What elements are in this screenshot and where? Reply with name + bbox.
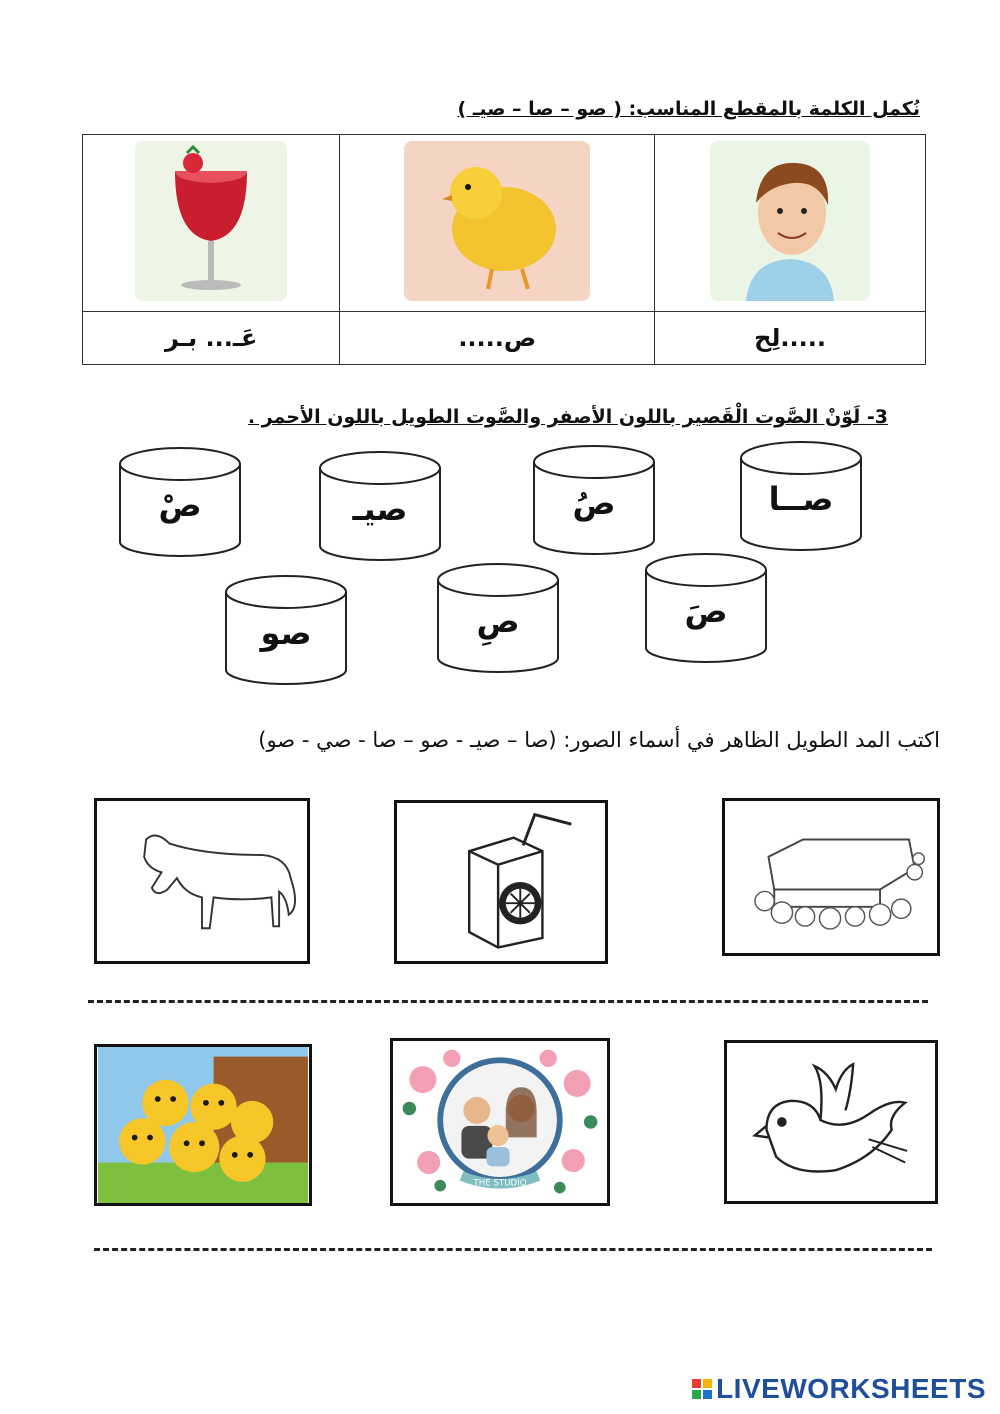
syllable-drum[interactable] [224, 574, 348, 686]
portrait-caption: THE STUDIO [473, 1178, 527, 1189]
soap-icon [725, 801, 937, 953]
picture-juice-box [394, 800, 608, 964]
logo-text: LIVEWORKSHEETS [716, 1373, 986, 1404]
juice-glass-icon [135, 141, 287, 301]
juice-box-icon [397, 803, 605, 961]
syllable-drum[interactable] [118, 446, 242, 558]
word-blank-3[interactable]: .....لِح [655, 312, 926, 365]
syllable-text: صْ [158, 486, 202, 524]
syllable-text: صَ [684, 592, 728, 630]
boy-face-icon [710, 141, 870, 301]
family-portrait-icon [393, 1041, 607, 1203]
picture-bird [724, 1040, 938, 1204]
bird-icon [727, 1043, 935, 1201]
syllable-text: صو [260, 614, 312, 652]
word-blank-1[interactable]: عَـ... بـر [83, 312, 340, 365]
picture-cell-boy [655, 135, 926, 312]
picture-soap [722, 798, 940, 956]
chicks-icon [97, 1047, 309, 1203]
syllable-text: صيـ [352, 490, 408, 528]
section1-heading: نُكمل الكلمة بالمقطع المناسب: ( صو – صا – صيـ ) [457, 98, 920, 120]
picture-chicks [94, 1044, 312, 1206]
syllable-text: صِ [476, 602, 520, 640]
picture-horse [94, 798, 310, 964]
syllable-text: صــا [768, 480, 834, 518]
chick-icon [404, 141, 590, 301]
syllable-drum[interactable] [642, 552, 770, 664]
picture-cell-juice [83, 135, 340, 312]
syllable-drum[interactable] [736, 440, 866, 552]
syllable-drum[interactable] [318, 450, 442, 562]
liveworksheets-logo [692, 1372, 986, 1406]
word-blank-2[interactable]: ص..... [340, 312, 655, 365]
word-completion-table [82, 134, 926, 365]
horse-icon [97, 801, 307, 961]
logo-mark-icon [692, 1379, 712, 1399]
section2-heading: 3- لَوّنْ الصَّوت الْقَصير باللون الأصفر والصَّوت الطويل باللون الأحمر . [247, 406, 888, 428]
syllable-drum[interactable] [436, 562, 560, 674]
picture-cell-chick [340, 135, 655, 312]
syllable-text: صُ [572, 484, 616, 522]
syllable-drum[interactable] [532, 444, 656, 556]
answer-line-1[interactable] [88, 1000, 928, 1003]
section3-heading: اكتب المد الطويل الظاهر في أسماء الصور: (صا – صيـ - صو – صا - صي - صو) [258, 728, 940, 752]
picture-family [390, 1038, 610, 1206]
answer-line-2[interactable] [94, 1248, 932, 1251]
